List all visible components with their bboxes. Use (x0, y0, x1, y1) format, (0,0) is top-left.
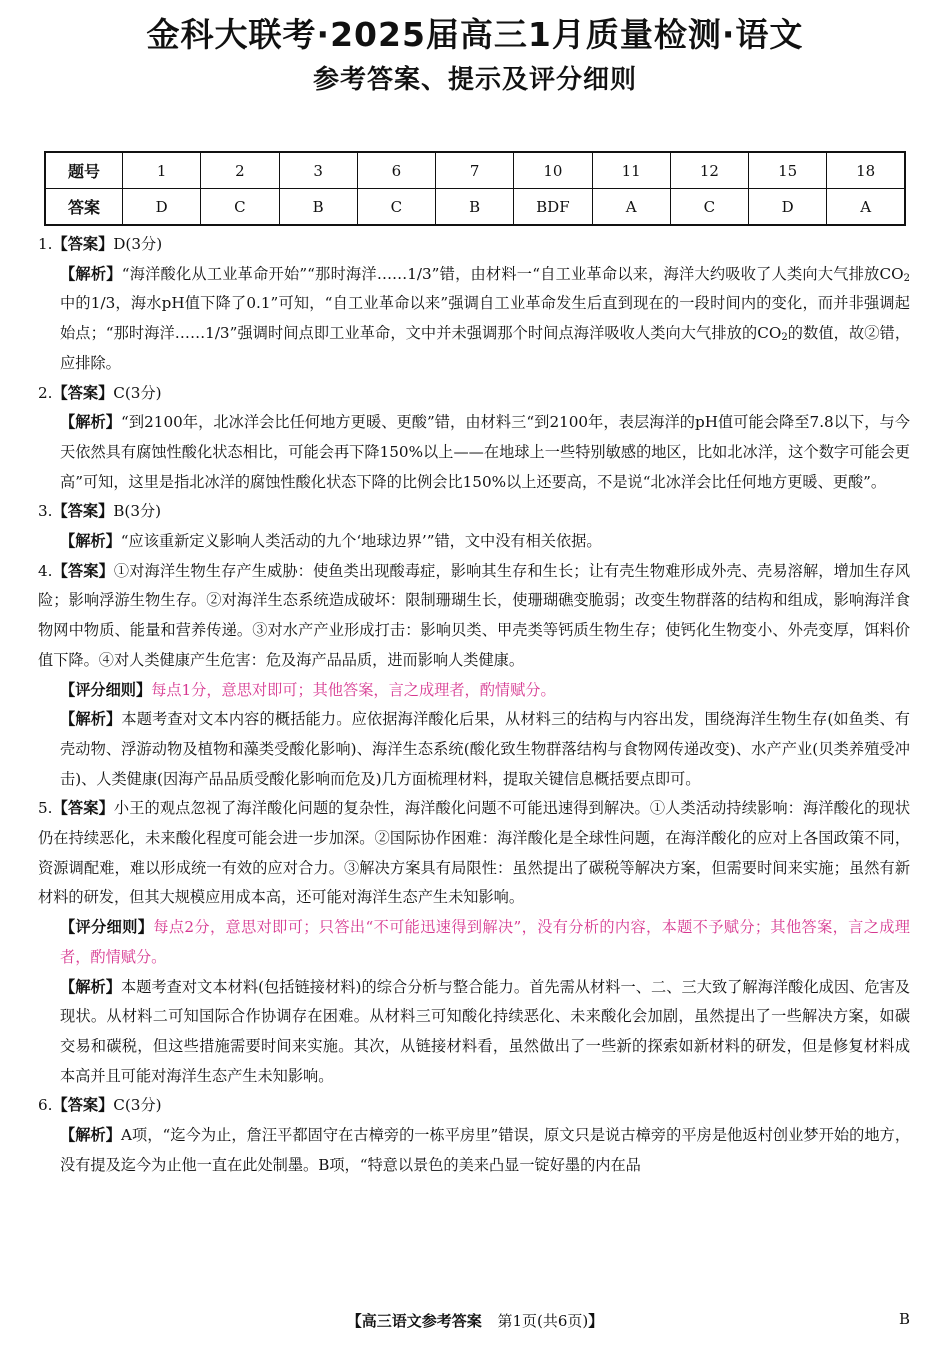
grading-label: 【评分细则】 (60, 918, 154, 937)
answer-label: 【答案】 (52, 502, 114, 521)
answer-cell: B (436, 189, 514, 226)
analysis-paragraph (38, 1121, 910, 1180)
analysis-label: 【解析】 (60, 710, 122, 729)
question-1 (38, 230, 910, 379)
analysis-text: “应该重新定义影响人类活动的九个‘地球边界’”错，文中没有相关依据。 (120, 532, 602, 551)
analysis-label: 【解析】 (60, 1126, 121, 1145)
analysis-label: 【解析】 (60, 977, 121, 996)
answer-cell: D (123, 189, 201, 226)
page-subtitle: 参考答案、提示及评分细则 (312, 65, 637, 95)
analysis-text: “海洋酸化从工业革命开始”“那时海洋……1/3”错，由材料一“自工业革命以来，海洋大约吸收了人类向大气排放CO (121, 264, 904, 283)
analysis-paragraph (38, 705, 910, 794)
answer-label: 【答案】 (52, 235, 114, 253)
analysis-text: “到2100年，北冰洋会比任何地方更暖、更酸”错，由材料三“到2100年，表层海洋的pH值可能会降至7.8以下，与今天依然具有腐蚀性酸化状态相比，可能会再下降150%以上——在地球上一些特别敏感的地区，比如北冰洋，这个数字可能会更高”可知，这里是指北冰洋的腐蚀性酸化状态下降的比例会比150%以上还要高，不是说“北冰洋会比任何地方更暖、更酸”。 (60, 413, 910, 491)
answer-line (38, 794, 910, 913)
analysis-label: 【解析】 (60, 413, 122, 432)
question-number: 6 (357, 152, 435, 189)
answer-label: 【答案】 (52, 1096, 114, 1115)
question-3 (38, 497, 910, 556)
analysis-text: 的数值，故②错，应排除。 (60, 324, 911, 372)
question-5 (38, 794, 910, 1091)
question-number: 12 (670, 152, 748, 189)
question-2 (38, 379, 910, 498)
question-number: 3 (279, 152, 357, 189)
question-num: 4. (38, 561, 53, 580)
grading-paragraph (38, 676, 910, 706)
answer-row (45, 189, 905, 226)
answer-text: C(3分) (113, 383, 162, 402)
answer-text: 小王的观点忽视了海洋酸化问题的复杂性，海洋酸化问题不可能迅速得到解决。①人类活动持续影响：海洋酸化的现状仍在持续恶化，未来酸化程度可能会进一步加深。②国际协作困难：海洋酸化是全球性问题，在海洋酸化的应对上各国政策不同，资源调配难，难以形成统一有效的应对合力。③解决方案具有局限性：虽然提出了碳税等解决方案，但需要时间来实施；虽然有新材料的研发，但其大规模应用成本高，还可能对海洋生态产生未知影响。 (38, 799, 910, 907)
answer-label: 【答案】 (52, 383, 114, 402)
question-number: 7 (436, 152, 514, 189)
answer-line (38, 230, 910, 260)
row-label-answers: 答案 (45, 189, 123, 226)
answer-cell: A (827, 189, 905, 226)
analysis-paragraph (38, 260, 910, 379)
answer-text: D(3分) (113, 235, 163, 253)
footer-right: 】 (588, 1312, 604, 1330)
analysis-paragraph (38, 408, 910, 497)
analysis-text: 本题考查对文本材料(包括链接材料)的综合分析与整合能力。首先需从材料一、二、三大致了解海洋酸化成因、危害及现状。从材料二可知国际合作协调存在困难。从材料三可知酸化持续恶化、未来酸化会加剧，虽然提出了一些解决方案，如碳交易和碳税，但这些措施需要时间来实施。其次，从链接材料看，虽然做出了一些新的探索如新材料的研发，但是修复材料成本高并且可能对海洋生态产生未知影响。 (60, 977, 910, 1085)
page-title: 金科大联考·2025届高三1月质量检测·语文 (146, 15, 804, 54)
grading-text: 每点1分，意思对即可；其他答案，言之成理者，酌情赋分。 (151, 680, 556, 699)
question-num: 6. (38, 1096, 53, 1115)
answer-cell: C (357, 189, 435, 226)
subscript: 2 (903, 272, 910, 284)
answer-text: C(3分) (113, 1096, 162, 1115)
subscript: 2 (781, 332, 788, 344)
answer-line (38, 497, 910, 527)
answer-cell: C (670, 189, 748, 226)
page-number: 第1页(共6页) (497, 1312, 589, 1330)
answer-cell: C (201, 189, 279, 226)
footer-left: 【高三语文参考答案 (346, 1312, 482, 1330)
analysis-label: 【解析】 (60, 532, 121, 551)
answer-line (38, 557, 910, 676)
answer-label: 【答案】 (52, 799, 114, 818)
answer-content (38, 230, 910, 1181)
answer-line (38, 379, 910, 409)
answer-text: B(3分) (113, 502, 162, 521)
question-num: 3. (38, 502, 53, 521)
analysis-text: A项，“迄今为止，詹汪平都固守在古樟旁的一栋平房里”错误，原文只是说古樟旁的平房是他返村创业梦开始的地方，没有提及迄今为止他一直在此处制墨。B项，“特意以景色的美来凸显一锭好墨的内在品 (60, 1126, 911, 1174)
analysis-paragraph (38, 973, 910, 1092)
answer-label: 【答案】 (52, 561, 114, 580)
answer-cell: B (279, 189, 357, 226)
question-number-row (45, 152, 905, 189)
analysis-label: 【解析】 (60, 264, 122, 283)
answer-cell: D (749, 189, 827, 226)
analysis-text: 本题考查对文本内容的概括能力。应依据海洋酸化后果，从材料三的结构与内容出发，围绕海洋生物生存(如鱼类、有壳动物、浮游动物及植物和藻类受酸化影响)、海洋生态系统(酸化致生物群落结构与食物网传递改变)、水产产业(贝类养殖受冲击)、人类健康(因海产品品质受酸化影响而危及)几方面梳理材料，提取关键信息概括要点即可。 (60, 710, 910, 788)
question-number: 2 (201, 152, 279, 189)
answer-line (38, 1091, 910, 1121)
question-number: 15 (749, 152, 827, 189)
answer-table (44, 151, 906, 226)
answer-text: ①对海洋生物生存产生威胁：使鱼类出现酸毒症，影响其生存和生长；让有壳生物难形成外壳、壳易溶解，增加生存风险；影响浮游生物生存。②对海洋生态系统造成破坏：限制珊瑚生长，使珊瑚礁变脆弱；改变生物群落的结构和组成，影响海洋食物网中物质、能量和营养传递。③对水产产业形成打击：影响贝类、甲壳类等钙质生物生存；使钙化生物变小、外壳变厚，饵料价值下降。④对人类健康产生危害：危及海产品品质，进而影响人类健康。 (38, 561, 910, 669)
analysis-text: 中的1/3，海水pH值下降了0.1”可知，“自工业革命以来”强调自工业革命发生后直到现在的一段时间内的变化，而并非强调起始点；“那时海洋……1/3”强调时间点即工业革命，文中并未强调那个时间点海洋吸收人类向大气排放的CO (60, 294, 910, 343)
question-number: 10 (514, 152, 592, 189)
question-num: 5. (38, 799, 53, 818)
question-number: 11 (592, 152, 670, 189)
grading-text: 每点2分，意思对即可；只答出“不可能迅速得到解决”，没有分析的内容，本题不予赋分；其他答案，言之成理者，酌情赋分。 (60, 918, 910, 966)
answer-cell: A (592, 189, 670, 226)
question-4 (38, 557, 910, 795)
question-number: 1 (123, 152, 201, 189)
row-label-numbers: 题号 (45, 152, 123, 189)
question-num: 1. (38, 235, 53, 253)
answer-cell: BDF (514, 189, 592, 226)
analysis-paragraph (38, 527, 910, 557)
question-number: 18 (827, 152, 905, 189)
page-footer (0, 1310, 950, 1331)
version-mark: B (898, 1310, 910, 1328)
question-num: 2. (38, 383, 53, 402)
question-6 (38, 1091, 910, 1180)
grading-label: 【评分细则】 (60, 680, 152, 699)
grading-paragraph (38, 913, 910, 972)
